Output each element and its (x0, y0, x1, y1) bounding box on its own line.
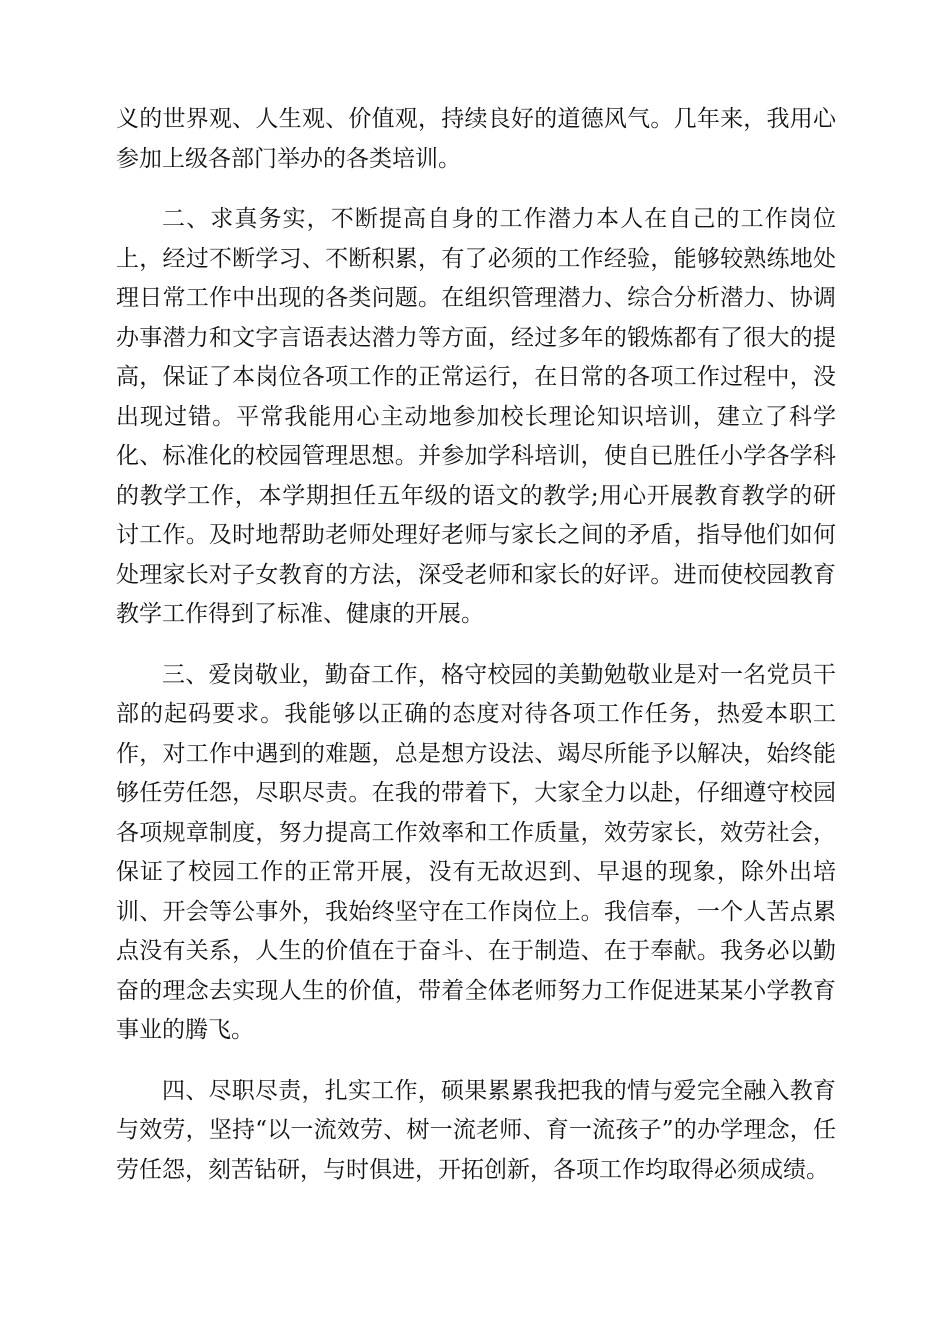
paragraph-section-2: 二、求真务实，不断提高自身的工作潜力本人在自己的工作岗位上，经过不断学习、不断积累，有了必须的工作经验，能够较熟练地处理日常工作中出现的各类问题。在组织管理潜力、综合分析潜力、协调办事潜力和文字言语表达潜力等方面，经过多年的锻炼都有了很大的提高，保证了本岗位各项工作的正常运行，在日常的各项工作过程中，没出现过错。平常我能用心主动地参加校长理论知识培训，建立了科学化、标准化的校园管理思想。并参加学科培训，使自已胜任小学各学科的教学工作，本学期担任五年级的语文的教学;用心开展教育教学的研讨工作。及时地帮助老师处理好老师与家长之间的矛盾，指导他们如何处理家长对子女教育的方法，深受老师和家长的好评。进而使校园教育教学工作得到了标准、健康的开展。 (116, 206, 836, 627)
paragraph-section-3: 三、爱岗敬业，勤奋工作，格守校园的美勤勉敬业是对一名党员干部的起码要求。我能够以正确的态度对待各项工作任务，热爱本职工作，对工作中遇到的难题，总是想方设法、竭尽所能予以解决，始终能够任劳任怨，尽职尽责。在我的带着下，大家全力以赴，仔细遵守校园各项规章制度，努力提高工作效率和工作质量，效劳家长，效劳社会，保证了校园工作的正常开展，没有无故迟到、早退的现象，除外出培训、开会等公事外，我始终坚守在工作岗位上。我信奉，一个人苦点累点没有关系，人生的价值在于奋斗、在于制造、在于奉献。我务必以勤奋的理念去实现人生的价值，带着全体老师努力工作促进某某小学教育事业的腾飞。 (116, 661, 836, 1043)
paragraph-section-4: 四、尽职尽责，扎实工作，硕果累累我把我的情与爱完全融入教育与效劳，坚持“以一流效劳、树一流老师、育一流孩子”的办学理念，任劳任怨，刻苦钻研，与时俱进，开拓创新，各项工作均取得必须成绩。 (116, 1077, 836, 1183)
document-page (116, 100, 836, 1190)
paragraph-continuation: 义的世界观、人生观、价值观，持续良好的道德风气。几年来，我用心参加上级各部门举办的各类培训。 (116, 106, 836, 172)
